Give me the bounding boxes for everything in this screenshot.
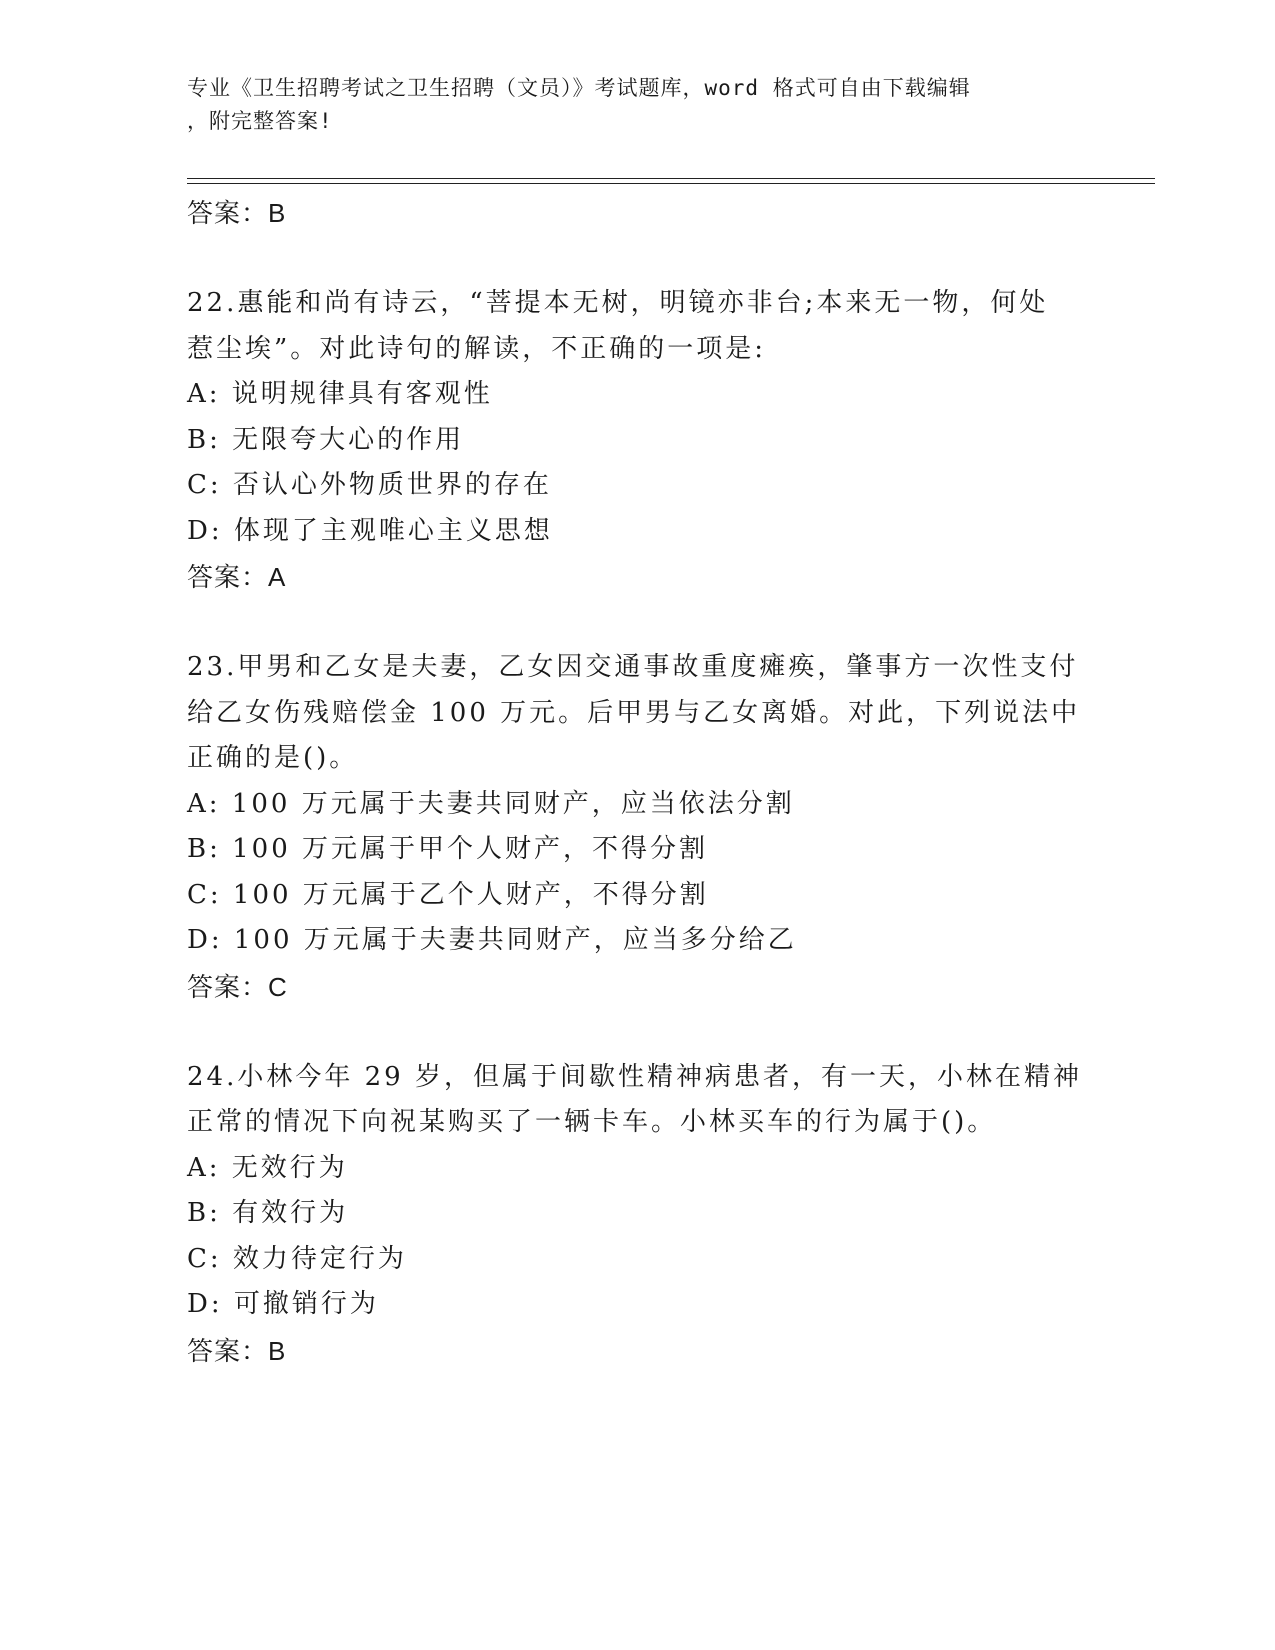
- option-d: D: 体现了主观唯心主义思想: [187, 515, 553, 546]
- option-b: B: 有效行为: [187, 1198, 349, 1228]
- question-text: 24.小林今年 29 岁，但属于间歇性精神病患者，有一天，小林在精神: [187, 1061, 1082, 1092]
- question-text: 23.甲男和乙女是夫妻，乙女因交通事故重度瘫痪，肇事方一次性支付: [187, 652, 1079, 682]
- header-line-1: 专业《卫生招聘考试之卫生招聘（文员）》考试题库，word 格式可自由下载编辑: [187, 76, 971, 100]
- document-header: [187, 72, 1087, 138]
- option-a: A: 100 万元属于夫妻共同财产，应当依法分割: [187, 788, 795, 819]
- option-d: D: 可撤销行为: [187, 1289, 379, 1319]
- answer-line: 答案：B: [187, 1335, 287, 1366]
- header-rule-top: [187, 178, 1155, 179]
- question-text: 22.惠能和尚有诗云，“菩提本无树，明镜亦非台;本来无一物，何处: [187, 288, 1049, 318]
- option-c: C: 否认心外物质世界的存在: [187, 470, 552, 500]
- answer-line: 答案：C: [187, 971, 288, 1002]
- question-22: [187, 281, 1087, 600]
- option-c: C: 100 万元属于乙个人财产，不得分割: [187, 879, 709, 910]
- answer-line: 答案：A: [187, 562, 287, 592]
- option-b: B: 无限夸大心的作用: [187, 424, 465, 455]
- option-a: A: 说明规律具有客观性: [187, 379, 493, 409]
- header-line-2: ，附完整答案!: [187, 109, 333, 133]
- question-text: 正确的是()。: [187, 743, 359, 773]
- option-d: D: 100 万元属于夫妻共同财产，应当多分给乙: [187, 925, 797, 955]
- question-text: 惹尘埃”。对此诗句的解读，不正确的一项是:: [187, 333, 767, 364]
- option-a: A: 无效行为: [187, 1152, 348, 1183]
- question-list: [187, 190, 1087, 1374]
- question-text: 给乙女伤残赔偿金 100 万元。后甲男与乙女离婚。对此，下列说法中: [187, 697, 1081, 728]
- question-24: [187, 1055, 1087, 1374]
- option-b: B: 100 万元属于甲个人财产，不得分割: [187, 834, 709, 864]
- header-rule-bottom: [187, 183, 1155, 184]
- option-c: C: 效力待定行为: [187, 1243, 407, 1274]
- answer-line: 答案：B: [187, 198, 287, 228]
- question-text: 正常的情况下向祝某购买了一辆卡车。小林买车的行为属于()。: [187, 1107, 997, 1137]
- question-23: [187, 645, 1087, 1010]
